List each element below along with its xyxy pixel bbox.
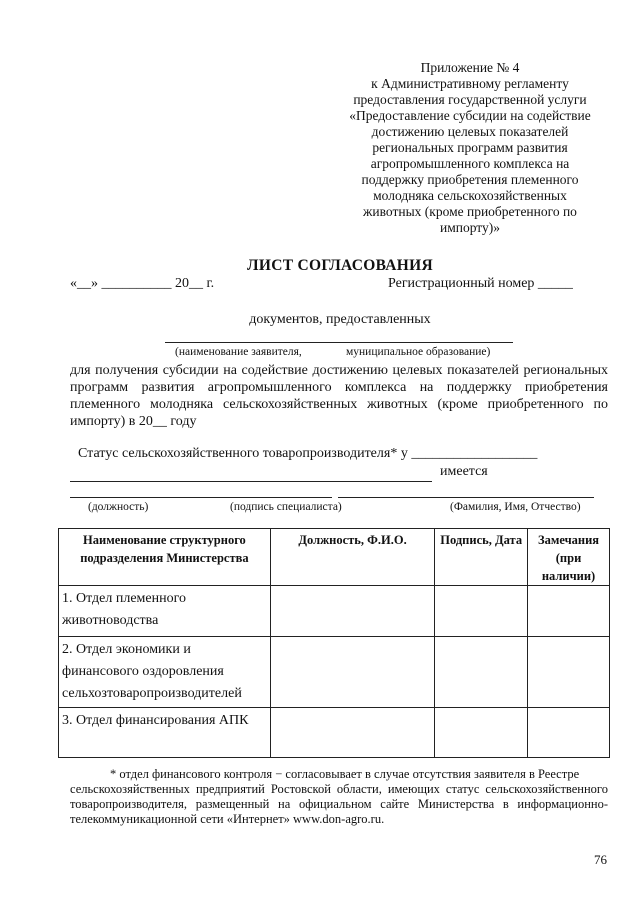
- footnote: [70, 767, 608, 827]
- document-title: ЛИСТ СОГЛАСОВАНИЯ: [247, 257, 433, 274]
- page-number: 76: [594, 852, 607, 867]
- status-line: Статус сельскохозяйственного товаропроизводителя* у __________________: [78, 446, 538, 461]
- caption-applicant: (наименование заявителя,: [175, 346, 302, 358]
- caption-municipality: муниципальное образование): [346, 346, 491, 358]
- appendix-line: региональных программ развития: [372, 140, 568, 155]
- table-row: [59, 637, 610, 708]
- status-has-word: имеется: [440, 464, 488, 479]
- footnote-first-line: * отдел финансового контроля − согласовывает в случае отсутствия заявителя в Реестре: [110, 767, 580, 781]
- header-position-name: Должность, Ф.И.О.: [270, 529, 434, 586]
- remarks-cell[interactable]: [528, 637, 610, 708]
- caption-signature: (подпись специалиста): [230, 501, 342, 513]
- table-row: [59, 708, 610, 758]
- remarks-cell[interactable]: [528, 586, 610, 637]
- status-blank-line: [70, 481, 432, 482]
- appendix-line: поддержку приобретения племенного: [361, 172, 579, 187]
- department-cell: 2. Отдел экономики и финансового оздоровления сельхозтоваропроизводителей: [59, 637, 271, 708]
- signature-cell[interactable]: [435, 637, 528, 708]
- purpose-paragraph: для получения субсидии на содействие достижению целевых показателей региональных программ развития агропромышленного комплекса на поддержку приобретения племенного молодняка сельскохозяйственных животных (кроме приобретенного по импорту) в 20__ году: [70, 363, 608, 429]
- appendix-line: импорту)»: [439, 220, 501, 235]
- header-department: Наименование структурного подразделения Министерства: [59, 529, 271, 586]
- signature-cell[interactable]: [435, 586, 528, 637]
- table-row: [59, 586, 610, 637]
- appendix-line: Приложение № 4: [420, 60, 520, 75]
- header-remarks: Замечания (при наличии): [528, 529, 610, 586]
- appendix-line: к Административному регламенту: [371, 76, 569, 91]
- appendix-line: молодняка сельскохозяйственных: [373, 188, 567, 203]
- position-cell[interactable]: [270, 637, 434, 708]
- date-line: «__» __________ 20__ г.: [70, 276, 215, 291]
- appendix-header: [330, 60, 610, 236]
- header-signature-date: Подпись, Дата: [435, 529, 528, 586]
- appendix-line: агропромышленного комплекса на: [370, 156, 570, 171]
- footnote-rest: сельскохозяйственных предприятий Ростовской области, имеющих статус сельскохозяйственного товаропроизводителя, размещенный на официальном сайте Министерства в информационно-телекоммуникационной сети «Интернет» www.don-agro.ru.: [70, 782, 608, 826]
- appendix-line: предоставления государственной услуги: [353, 92, 587, 107]
- department-cell: 1. Отдел племенного животноводства: [59, 586, 271, 637]
- appendix-line: «Предоставление субсидии на содействие: [349, 108, 591, 123]
- position-cell[interactable]: [270, 586, 434, 637]
- appendix-line: животных (кроме приобретенного по: [363, 204, 577, 219]
- applicant-blank-line: [165, 342, 513, 343]
- table-header-row: [59, 529, 610, 586]
- registration-number-line: Регистрационный номер _____: [388, 276, 573, 291]
- appendix-line: достижению целевых показателей: [371, 124, 569, 139]
- full-name-blank-line: [338, 497, 594, 498]
- signature-cell[interactable]: [435, 708, 528, 758]
- caption-full-name: (Фамилия, Имя, Отчество): [450, 501, 581, 513]
- caption-position: (должность): [88, 501, 149, 513]
- documents-line: документов, предоставленных: [249, 312, 431, 327]
- position-cell[interactable]: [270, 708, 434, 758]
- remarks-cell[interactable]: [528, 708, 610, 758]
- position-signature-blank-line: [70, 497, 332, 498]
- approval-table: [58, 528, 610, 758]
- department-cell: 3. Отдел финансирования АПК: [59, 708, 271, 758]
